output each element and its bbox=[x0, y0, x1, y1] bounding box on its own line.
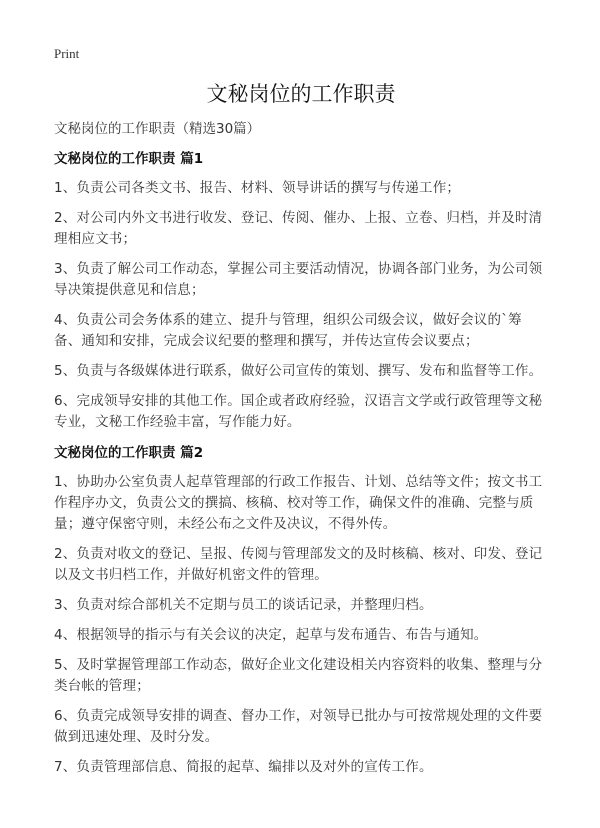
duty-item: 1、负责公司各类文书、报告、材料、领导讲话的撰写与传递工作； bbox=[54, 180, 461, 196]
duty-item: 1、协助办公室负责人起草管理部的行政工作报告、计划、总结等文件；按文书工作程序办文，负责公文的撰搞、核稿、校对等工作，确保文件的准确、完整与质量；遵守保密守则，未经公布之文件及决议，不得外传。 bbox=[54, 474, 543, 532]
document-title: 文秘岗位的工作职责 bbox=[206, 82, 396, 106]
duty-item: 6、完成领导安排的其他工作。国企或者政府经验，汉语言文学或行政管理等文秘专业，文秘工作经验丰富，写作能力好。 bbox=[54, 393, 543, 430]
duty-item: 5、负责与各级媒体进行联系，做好公司宣传的策划、撰写、发布和监督等工作。 bbox=[54, 363, 543, 379]
document-subtitle: 文秘岗位的工作职责（精选30篇） bbox=[54, 121, 261, 137]
duty-item: 2、负责对收文的登记、呈报、传阅与管理部发文的及时核稿、核对、印发、登记以及文书归档工作，并做好机密文件的管理。 bbox=[54, 546, 543, 583]
document-content bbox=[54, 118, 548, 787]
section-2 bbox=[54, 442, 548, 778]
section-heading: 文秘岗位的工作职责 篇2 bbox=[54, 445, 204, 461]
print-label[interactable]: Print bbox=[54, 46, 80, 61]
section-1 bbox=[54, 148, 548, 433]
duty-item: 3、负责了解公司工作动态，掌握公司主要活动情况，协调各部门业务，为公司领导决策提供意见和信息； bbox=[54, 261, 543, 298]
duty-item: 4、根据领导的指示与有关会议的决定，起草与发布通告、布告与通知。 bbox=[54, 627, 488, 643]
duty-item: 7、负责管理部信息、简报的起草、编排以及对外的宣传工作。 bbox=[54, 759, 433, 775]
duty-item: 6、负责完成领导安排的调查、督办工作，对领导已批办与可按常规处理的文件要做到迅速处理、及时分发。 bbox=[54, 708, 543, 745]
duty-item: 2、对公司内外文书进行收发、登记、传阅、催办、上报、立卷、归档，并及时清理相应文书； bbox=[54, 210, 543, 247]
duty-item: 4、负责公司会务体系的建立、提升与管理，组织公司级会议，做好会议的`筹备、通知和安排，完成会议纪要的整理和撰写，并传达宣传会议要点； bbox=[54, 312, 522, 349]
section-heading: 文秘岗位的工作职责 篇1 bbox=[54, 151, 204, 167]
duty-item: 3、负责对综合部机关不定期与员工的谈话记录，并整理归档。 bbox=[54, 597, 433, 613]
duty-item: 5、及时掌握管理部工作动态，做好企业文化建设相关内容资料的收集、整理与分类台帐的管理； bbox=[54, 657, 543, 694]
